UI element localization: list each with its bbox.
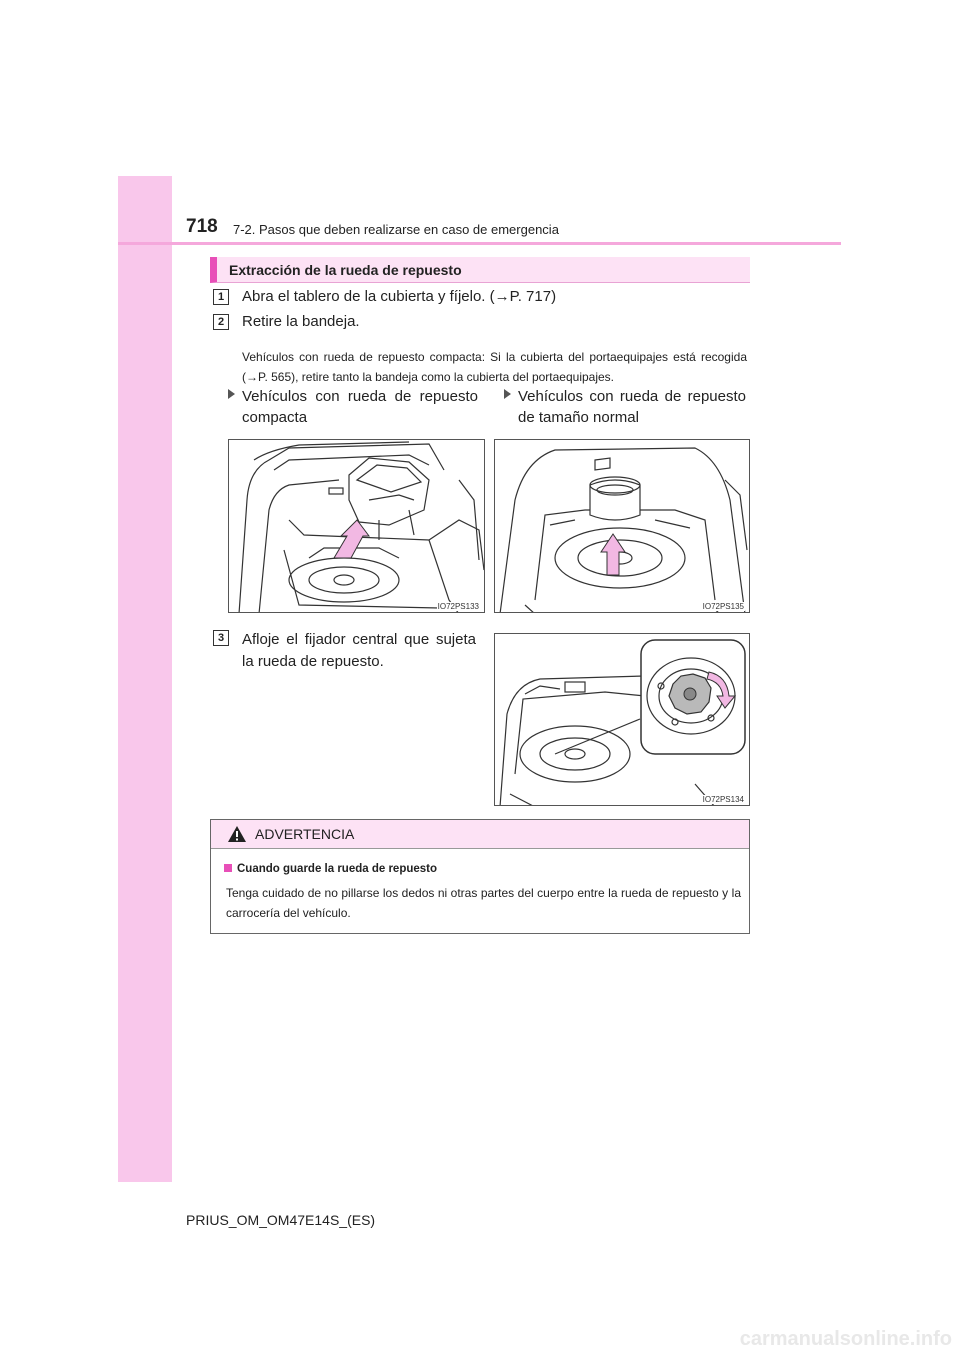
- footer-doc-code: PRIUS_OM_OM47E14S_(ES): [186, 1212, 376, 1228]
- step-2-note: Vehículos con rueda de repuesto compacta: Si la cubierta del portaequipajes está recogida (→P. 565), retire tanto la bandeja como la cubierta del portaequipajes.: [242, 350, 747, 384]
- page-number: 718: [186, 216, 218, 237]
- chapter-title: 7-2. Pasos que deben realizarse en caso de emergencia: [233, 222, 559, 237]
- warning-header: [211, 820, 749, 849]
- trunk-illustration-normal: [495, 440, 750, 613]
- step-number-2: 2: [213, 314, 229, 330]
- figure-code: IO72PS133: [437, 602, 479, 611]
- bullet-triangle-icon: [504, 389, 511, 399]
- side-color-strip: [118, 176, 172, 1182]
- variant-compact-label: Vehículos con rueda de repuesto compacta: [242, 386, 478, 428]
- warning-subtitle: Cuando guarde la rueda de repuesto: [224, 863, 437, 875]
- spare-fastener-illustration: [495, 634, 750, 806]
- figure-code: IO72PS134: [702, 795, 744, 804]
- figure-code: IO72PS135: [702, 602, 744, 611]
- step-number-3: 3: [213, 630, 229, 646]
- figure-normal-tray-removal: [494, 439, 750, 613]
- trunk-illustration-compact: [229, 440, 485, 613]
- watermark: carmanualsonline.info: [739, 1328, 952, 1350]
- step-text-1: Abra el tablero de la cubierta y fíjelo. (→P. 717): [242, 288, 557, 305]
- warning-box: [210, 819, 750, 934]
- pink-square-bullet-icon: [224, 864, 232, 872]
- section-title: Extracción de la rueda de repuesto: [229, 262, 462, 278]
- warning-triangle-icon: [227, 825, 247, 843]
- step-number-1: 1: [213, 289, 229, 305]
- warning-title: ADVERTENCIA: [255, 826, 355, 842]
- section-heading: [210, 257, 750, 283]
- warning-body: Tenga cuidado de no pillarse los dedos ni otras partes del cuerpo entre la rueda de repuesto y la carrocería del vehículo.: [226, 886, 741, 920]
- figure-loosen-fastener: [494, 633, 750, 806]
- bullet-triangle-icon: [228, 389, 235, 399]
- header-rule: [118, 242, 841, 245]
- figure-compact-tray-removal: [228, 439, 485, 613]
- variant-normal-label: Vehículos con rueda de repuesto de tamaño normal: [518, 386, 746, 428]
- step-text-2: Retire la bandeja.: [242, 313, 360, 330]
- step-text-3: Afloje el fijador central que sujeta la rueda de repuesto.: [242, 631, 476, 670]
